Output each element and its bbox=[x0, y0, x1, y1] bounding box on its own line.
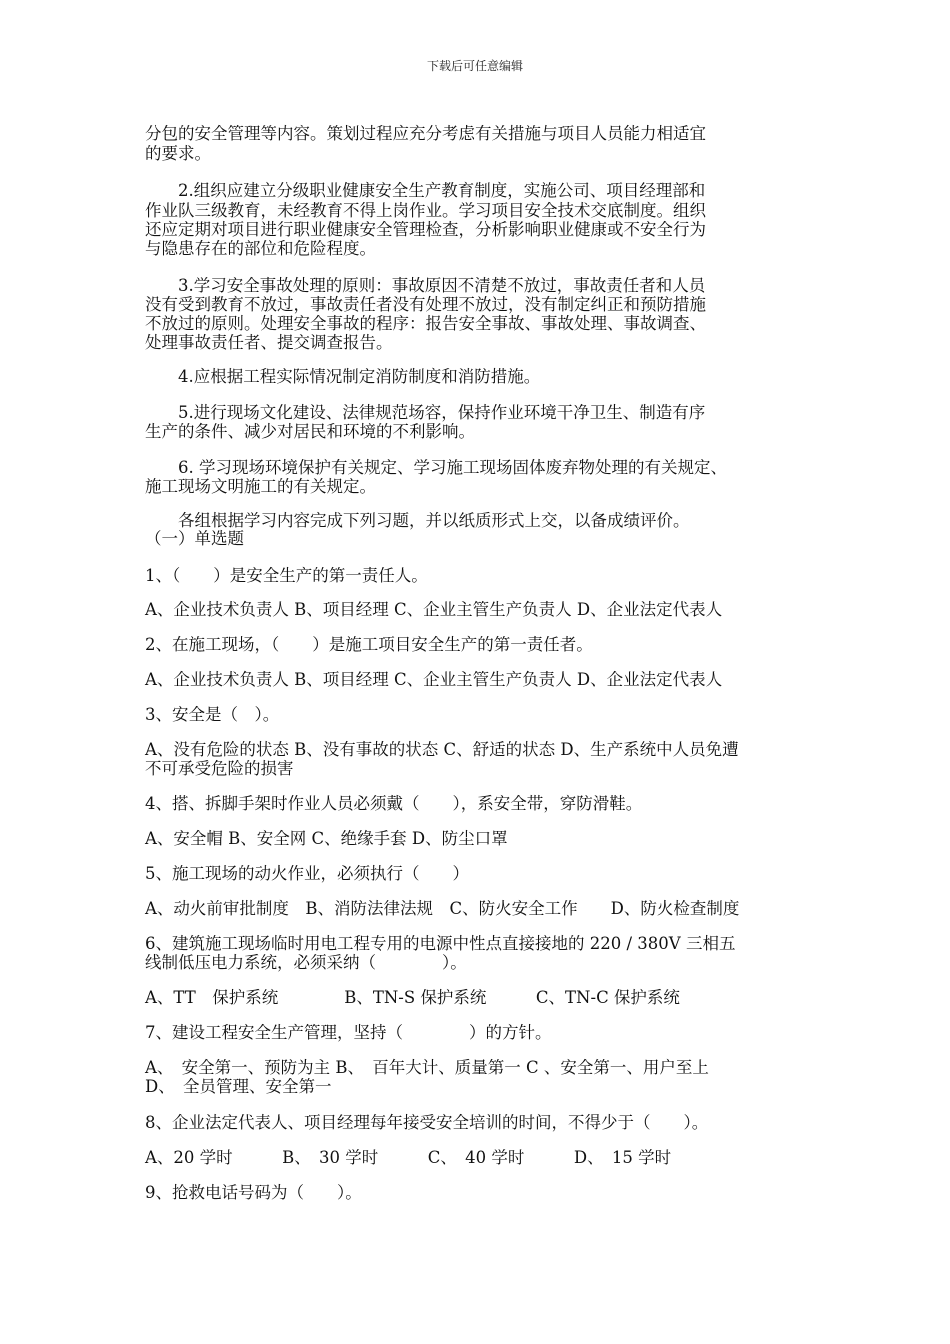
text-line: 还应定期对项目进行职业健康安全管理检查，分析影响职业健康或不安全行为 bbox=[145, 220, 706, 239]
question-1: 1、（ ）是安全生产的第一责任人。 bbox=[145, 566, 428, 585]
question-6: 6、建筑施工现场临时用电工程专用的电源中性点直接接地的 220 / 380V 三相五 bbox=[145, 934, 736, 953]
text-line: 各组根据学习内容完成下列习题，并以纸质形式上交，以备成绩评价。 bbox=[145, 511, 690, 530]
text-line: 处理事故责任者、提交调查报告。 bbox=[145, 333, 393, 352]
question-3-options: A、没有危险的状态 B、没有事故的状态 C、舒适的状态 D、生产系统中人员免遭 bbox=[145, 740, 739, 759]
page-header: 下载后可任意编辑 bbox=[426, 59, 523, 73]
question-9: 9、抢救电话号码为（ ）。 bbox=[145, 1183, 362, 1202]
text-line: 4.应根据工程实际情况制定消防制度和消防措施。 bbox=[145, 367, 541, 386]
question-7: 7、建设工程安全生产管理，坚持（ ）的方针。 bbox=[145, 1023, 552, 1042]
question-6-cont: 线制低压电力系统，必须采纳（ ）。 bbox=[145, 953, 467, 972]
text-line: 没有受到教育不放过，事故责任者没有处理不放过，没有制定纠正和预防措施 bbox=[145, 295, 706, 314]
text-line: 生产的条件、减少对居民和环境的不利影响。 bbox=[145, 422, 475, 441]
text-line: 3.学习安全事故处理的原则：事故原因不清楚不放过，事故责任者和人员 bbox=[145, 276, 706, 295]
question-4: 4、搭、拆脚手架时作业人员必须戴（ ），系安全带，穿防滑鞋。 bbox=[145, 794, 643, 813]
text-line: 分包的安全管理等内容。策划过程应充分考虑有关措施与项目人员能力相适宜 bbox=[145, 124, 706, 143]
text-line: 作业队三级教育，未经教育不得上岗作业。学习项目安全技术交底制度。组织 bbox=[145, 201, 706, 220]
text-line: 不放过的原则。处理安全事故的程序：报告安全事故、事故处理、事故调查、 bbox=[145, 314, 706, 333]
question-2-options: A、企业技术负责人 B、项目经理 C、企业主管生产负责人 D、企业法定代表人 bbox=[145, 670, 723, 689]
question-7-options: A、 安全第一、预防为主 B、 百年大计、质量第一 C 、安全第一、用户至上 bbox=[145, 1058, 709, 1077]
question-5-options: A、动火前审批制度 B、消防法律法规 C、防火安全工作 D、防火检查制度 bbox=[145, 899, 740, 918]
question-5: 5、施工现场的动火作业，必须执行（ ） bbox=[145, 864, 469, 883]
text-line: 施工现场文明施工的有关规定。 bbox=[145, 477, 376, 496]
question-4-options: A、安全帽 B、安全网 C、绝缘手套 D、防尘口罩 bbox=[145, 829, 508, 848]
text-line: 的要求。 bbox=[145, 144, 211, 163]
section-heading: （一）单选题 bbox=[145, 529, 244, 548]
question-1-options: A、企业技术负责人 B、项目经理 C、企业主管生产负责人 D、企业法定代表人 bbox=[145, 600, 723, 619]
text-line: 5.进行现场文化建设、法律规范场容，保持作业环境干净卫生、制造有序 bbox=[145, 403, 706, 422]
question-3-options-cont: 不可承受危险的损害 bbox=[145, 759, 294, 778]
question-3: 3、安全是（ ）。 bbox=[145, 705, 280, 724]
question-2: 2、在施工现场，（ ）是施工项目安全生产的第一责任者。 bbox=[145, 635, 593, 654]
text-line: 与隐患存在的部位和危险程度。 bbox=[145, 239, 376, 258]
question-8: 8、企业法定代表人、项目经理每年接受安全培训的时间，不得少于（ ）。 bbox=[145, 1113, 709, 1132]
text-line: 6. 学习现场环境保护有关规定、学习施工现场固体废弃物处理的有关规定、 bbox=[145, 458, 727, 477]
question-6-options: A、TT 保护系统 B、TN-S 保护系统 C、TN-C 保护系统 bbox=[145, 988, 680, 1007]
question-8-options: A、20 学时 B、 30 学时 C、 40 学时 D、 15 学时 bbox=[145, 1148, 672, 1167]
question-7-options-cont: D、 全员管理、安全第一 bbox=[145, 1077, 332, 1096]
text-line: 2.组织应建立分级职业健康安全生产教育制度，实施公司、项目经理部和 bbox=[145, 181, 706, 200]
